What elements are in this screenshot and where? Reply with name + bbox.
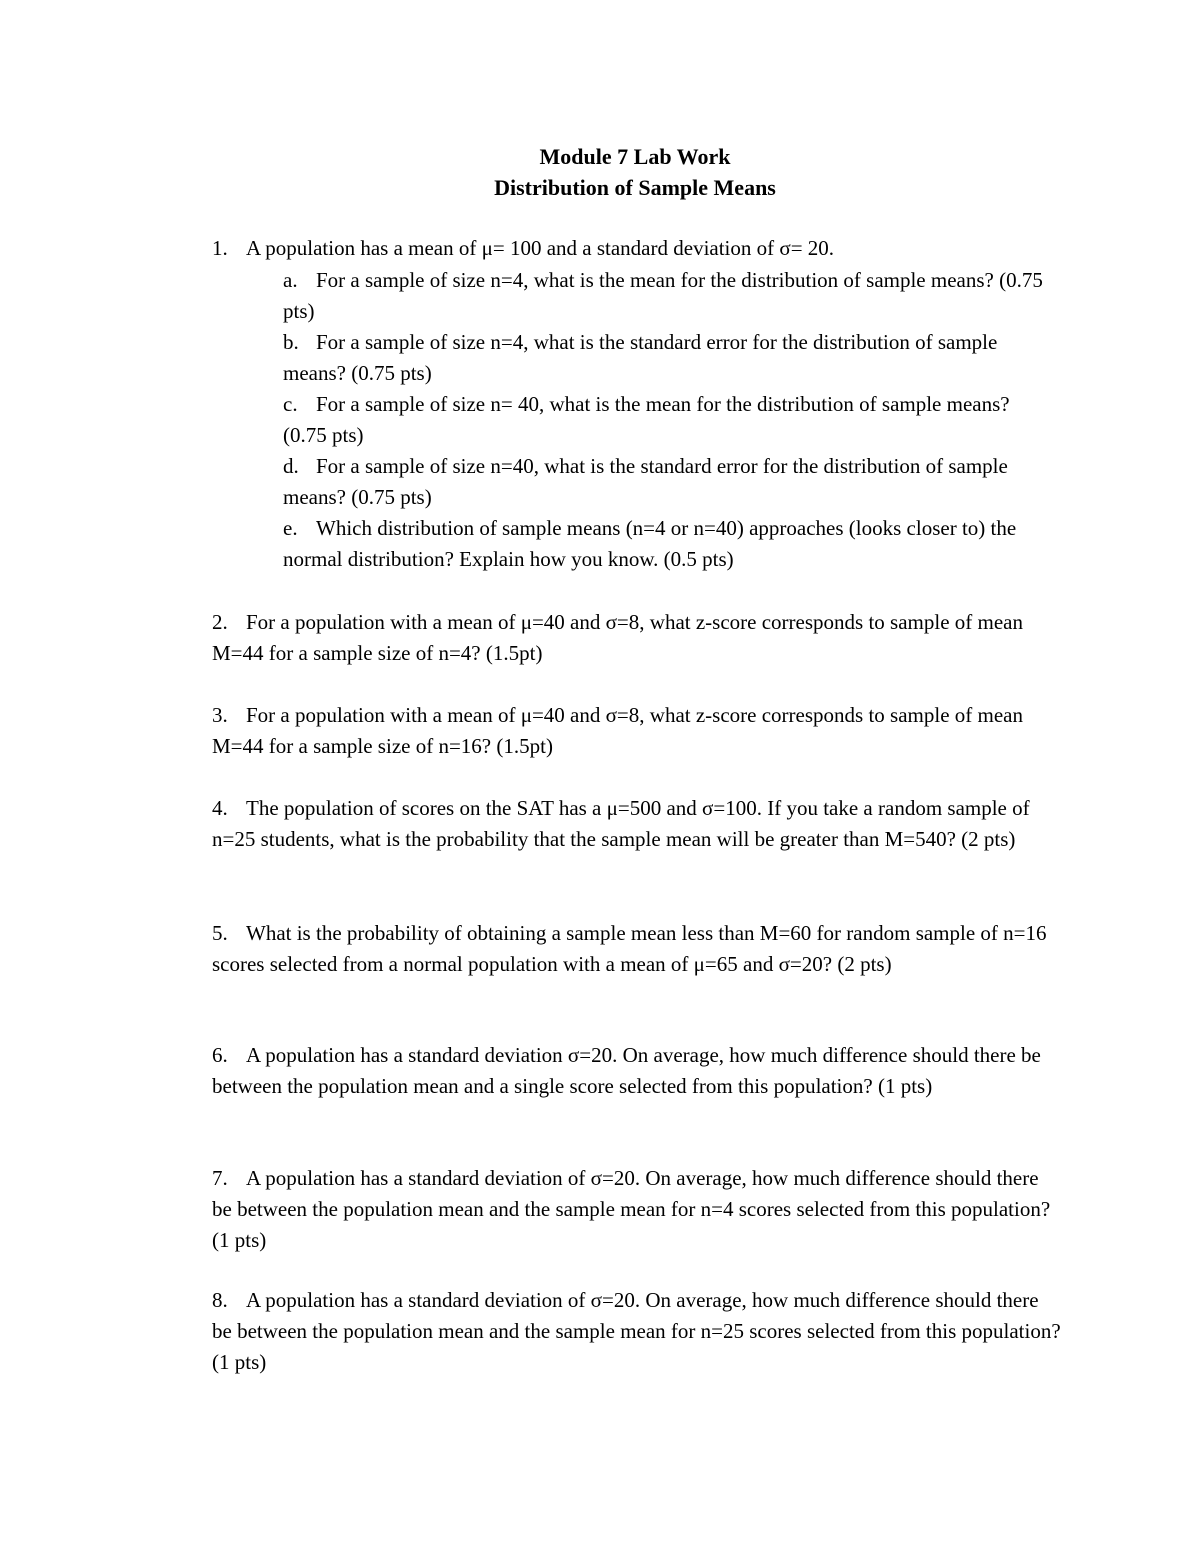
question-number: 1. [212, 236, 228, 260]
question-text: The population of scores on the SAT has a μ=500 and σ=100. If you take a random sample of n=25 students, what is the probability that the sample mean will be greater than M=540? (2 pts) [212, 796, 1030, 851]
question-text: For a population with a mean of μ=40 and σ=8, what z-score corresponds to sample of mean M=44 for a sample size of n=4? (1.5pt) [212, 610, 1023, 665]
question-text: A population has a standard deviation of σ=20. On average, how much difference should there be between the population mean and the sample mean for n=25 scores selected from this population? (1 pts) [212, 1288, 1061, 1374]
question-text: What is the probability of obtaining a sample mean less than M=60 for random sample of n=16 scores selected from a normal population with a mean of μ=65 and σ=20? (2 pts) [212, 921, 1047, 976]
subquestion-letter: e. [283, 516, 298, 540]
document-title: Module 7 Lab Work [539, 144, 731, 169]
question-7 [212, 1163, 1062, 1256]
question-text: For a population with a mean of μ=40 and σ=8, what z-score corresponds to sample of mean M=44 for a sample size of n=16? (1.5pt) [212, 703, 1023, 758]
subquestion-d [283, 451, 1043, 513]
subquestion-text: For a sample of size n=4, what is the mean for the distribution of sample means? (0.75 pts) [283, 268, 1043, 323]
subquestion-e [283, 513, 1043, 575]
subquestion-text: For a sample of size n=40, what is the standard error for the distribution of sample means? (0.75 pts) [283, 454, 1008, 509]
question-3 [212, 700, 1062, 762]
question-number: 7. [212, 1166, 228, 1190]
subquestion-text: Which distribution of sample means (n=4 or n=40) approaches (looks closer to) the normal distribution? Explain how you know. (0.5 pts) [283, 516, 1017, 571]
question-text: A population has a standard deviation of σ=20. On average, how much difference should there be between the population mean and the sample mean for n=4 scores selected from this population? (1 pts) [212, 1166, 1051, 1252]
question-number: 3. [212, 703, 228, 727]
question-4 [212, 793, 1062, 855]
subquestion-b [283, 327, 1043, 389]
question-number: 8. [212, 1288, 228, 1312]
subquestion-letter: d. [283, 454, 299, 478]
document-subtitle: Distribution of Sample Means [494, 175, 776, 200]
subquestion-letter: b. [283, 330, 299, 354]
subquestion-a [283, 265, 1043, 327]
question-2 [212, 607, 1062, 669]
subquestion-c [283, 389, 1043, 451]
subquestion-letter: c. [283, 392, 298, 416]
question-number: 4. [212, 796, 228, 820]
question-text: A population has a mean of μ= 100 and a standard deviation of σ= 20. [246, 236, 835, 260]
subquestion-text: For a sample of size n= 40, what is the mean for the distribution of sample means? (0.75 pts) [283, 392, 1010, 447]
question-number: 5. [212, 921, 228, 945]
question-1 [212, 233, 1062, 264]
subquestion-letter: a. [283, 268, 298, 292]
question-6 [212, 1040, 1062, 1102]
question-text: A population has a standard deviation σ=20. On average, how much difference should there be between the population mean and a single score selected from this population? (1 pts) [212, 1043, 1041, 1098]
question-5 [212, 918, 1062, 980]
question-number: 2. [212, 610, 228, 634]
subquestion-text: For a sample of size n=4, what is the standard error for the distribution of sample means? (0.75 pts) [283, 330, 998, 385]
question-8 [212, 1285, 1062, 1378]
question-number: 6. [212, 1043, 228, 1067]
